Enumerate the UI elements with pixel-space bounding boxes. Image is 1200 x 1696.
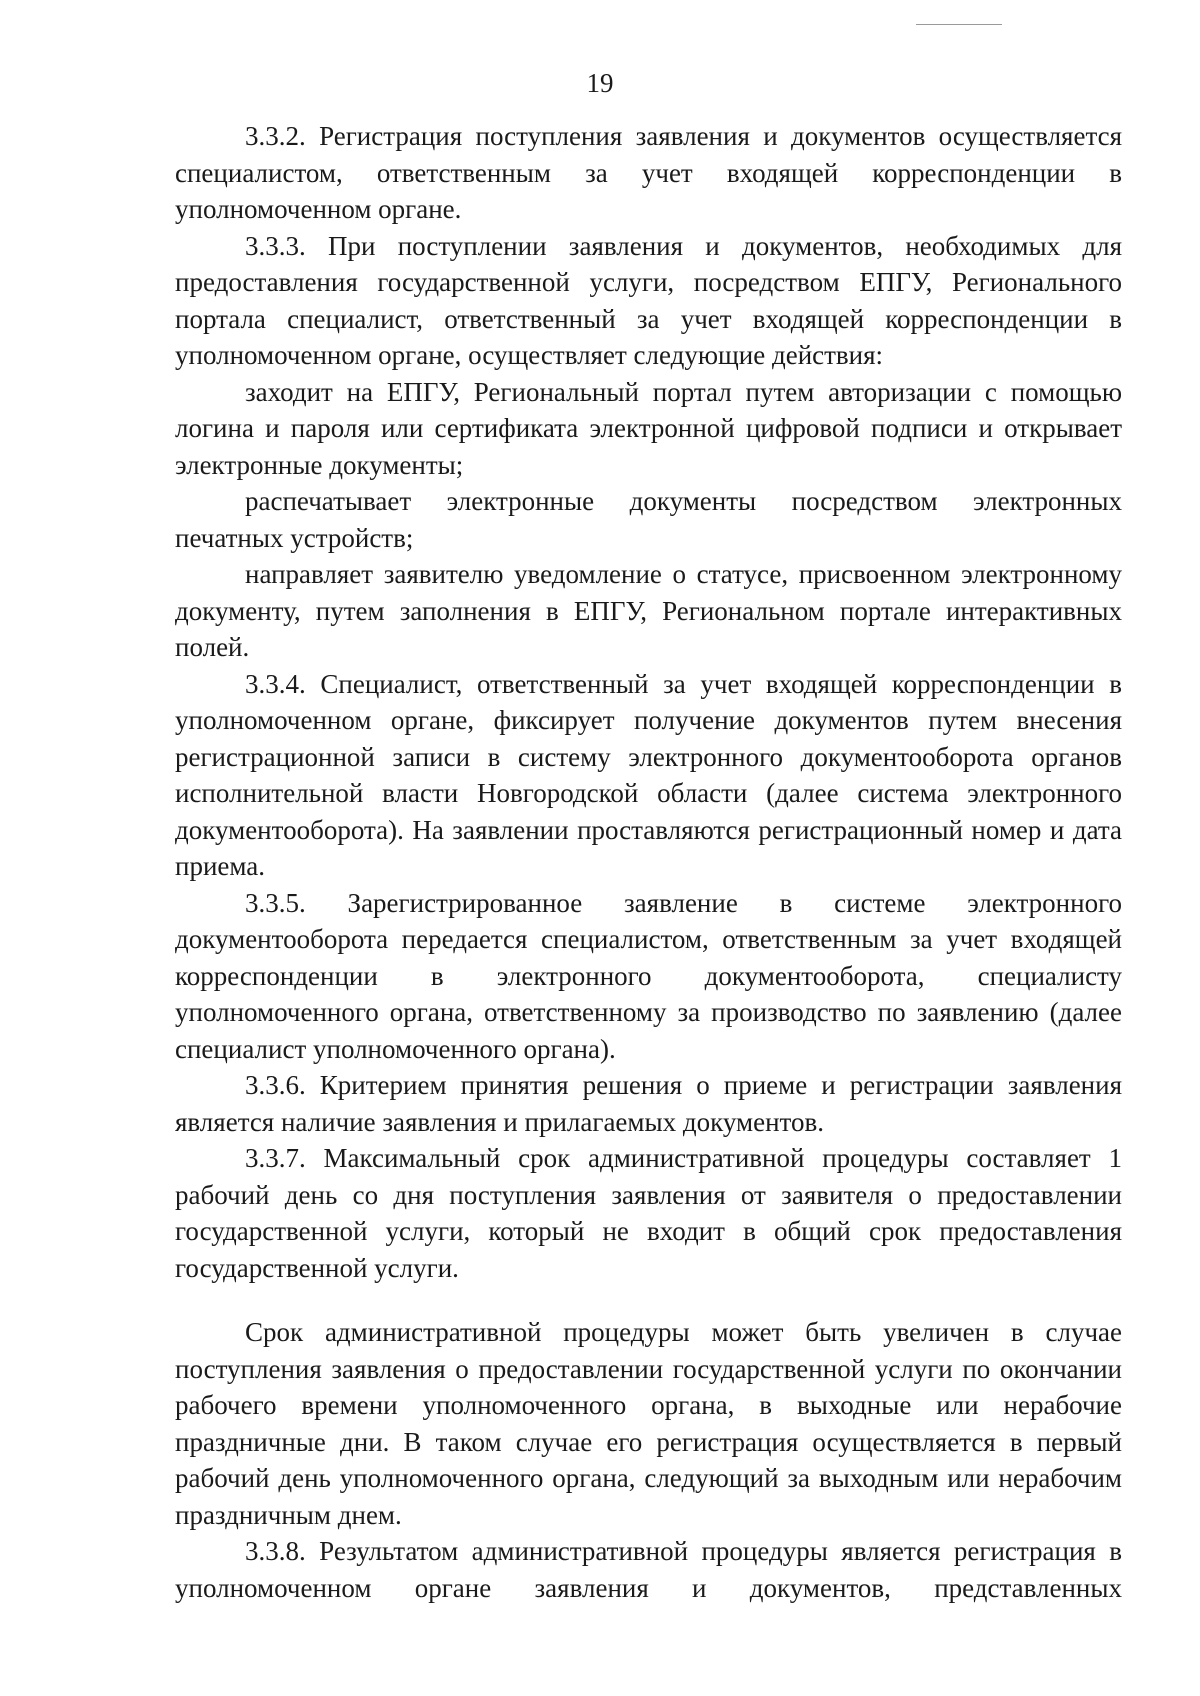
paragraph-action-login: заходит на ЕПГУ, Региональный портал путем авторизации с помощью логина и пароля или сертификата электронной цифровой подписи и открывает электронные документы;	[175, 376, 1122, 480]
paragraph-3-3-5: 3.3.5. Зарегистрированное заявление в системе электронного документооборота передается специалистом, ответственным за учет входящей корреспонденции в электронного документооборота, специалисту уполномоченного органа, ответственному за производство по заявлению (далее специалист уполномоченного органа).	[175, 887, 1122, 1064]
top-rule	[916, 24, 1002, 25]
paragraph-3-3-4: 3.3.4. Специалист, ответственный за учет входящей корреспонденции в уполномоченном органе, фиксирует получение документов путем внесения регистрационной записи в систему электронного документооборота органов исполнительной власти Новгородской области (далее система электронного документооборота). На заявлении проставляются регистрационный номер и дата приема.	[175, 668, 1122, 881]
paragraph-3-3-3: 3.3.3. При поступлении заявления и документов, необходимых для предоставления государственной услуги, посредством ЕПГУ, Регионального портала специалист, ответственный за учет входящей корреспонденции в уполномоченном органе, осуществляет следующие действия:	[175, 230, 1122, 370]
paragraph-3-3-6: 3.3.6. Критерием принятия решения о приеме и регистрации заявления является наличие заявления и прилагаемых документов.	[175, 1070, 1122, 1137]
paragraph-3-3-2: 3.3.2. Регистрация поступления заявления и документов осуществляется специалистом, ответственным за учет входящей корреспонденции в уполномоченном органе.	[175, 121, 1122, 224]
paragraph-deadline-extension: Срок административной процедуры может быть увеличен в случае поступления заявления о предоставлении государственной услуги по окончании рабочего времени уполномоченного органа, в выходные или нерабочие праздничные дни. В таком случае его регистрация осуществляется в первый рабочий день уполномоченного органа, следующий за выходным или нерабочим праздничным днем.	[175, 1317, 1122, 1530]
paragraph-action-print: распечатывает электронные документы посредством электронных печатных устройств;	[175, 486, 1122, 553]
paragraph-3-3-8: 3.3.8. Результатом административной процедуры является регистрация в уполномоченном органе заявления и документов, представленных	[175, 1536, 1122, 1603]
paragraph-3-3-7: 3.3.7. Максимальный срок административной процедуры составляет 1 рабочий день со дня поступления заявления от заявителя о предоставлении государственной услуги, который не входит в общий срок предоставления государственной услуги.	[175, 1143, 1122, 1283]
paragraph-action-notify: направляет заявителю уведомление о статусе, присвоенном электронному документу, путем заполнения в ЕПГУ, Региональном портале интерактивных полей.	[175, 559, 1122, 662]
page-number: 19	[586, 68, 614, 98]
document-body	[175, 118, 1122, 1606]
